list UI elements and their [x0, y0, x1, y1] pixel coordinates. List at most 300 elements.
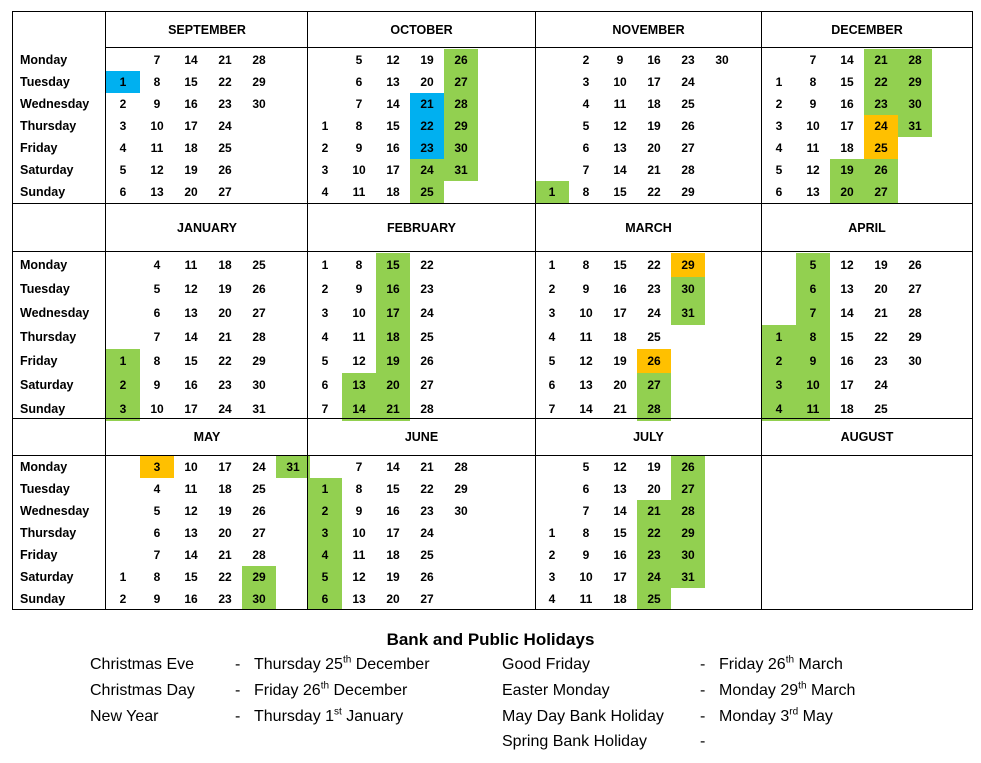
date-cell: 5 — [582, 460, 590, 474]
date-cell: 18 — [613, 330, 627, 344]
grid-line — [12, 11, 973, 12]
date-cell: 2 — [308, 500, 342, 522]
date-cell: 9 — [355, 141, 363, 155]
date-cell: 1 — [775, 75, 783, 89]
date-cell: 17 — [184, 119, 198, 133]
date-cell: 30 — [898, 93, 932, 115]
date-cell: 6 — [153, 306, 161, 320]
date-cell: 23 — [410, 137, 444, 159]
date-cell: 3 — [321, 306, 329, 320]
date-cell: 11 — [352, 548, 366, 562]
date-cell: 15 — [613, 258, 627, 272]
date-cell: 21 — [376, 397, 410, 421]
date-cell: 16 — [184, 592, 198, 606]
day-label: Friday — [20, 141, 58, 155]
date-cell: 10 — [613, 75, 627, 89]
holiday-dash: - — [235, 656, 241, 673]
day-label: Sunday — [20, 592, 66, 606]
month-header: AUGUST — [840, 430, 894, 444]
date-cell: 20 — [376, 373, 410, 397]
holiday-name: Good Friday — [502, 656, 591, 673]
date-cell: 10 — [352, 306, 366, 320]
date-cell: 8 — [582, 185, 590, 199]
date-cell: 1 — [321, 258, 329, 272]
date-cell: 2 — [321, 282, 329, 296]
date-cell: 4 — [308, 544, 342, 566]
date-cell: 14 — [386, 97, 400, 111]
date-cell: 25 — [252, 482, 266, 496]
date-cell: 2 — [775, 97, 783, 111]
date-cell: 9 — [616, 53, 624, 67]
day-label: Friday — [20, 354, 58, 368]
day-label: Thursday — [20, 119, 77, 133]
day-label: Monday — [20, 258, 68, 272]
date-cell: 25 — [252, 258, 266, 272]
date-cell: 2 — [548, 282, 556, 296]
date-cell: 5 — [775, 163, 783, 177]
month-header: MAY — [193, 430, 221, 444]
date-cell: 4 — [119, 141, 127, 155]
month-header: JUNE — [404, 430, 439, 444]
date-cell: 11 — [579, 330, 593, 344]
date-cell: 8 — [153, 354, 161, 368]
date-cell: 4 — [548, 330, 556, 344]
date-cell: 10 — [150, 402, 164, 416]
date-cell: 13 — [184, 526, 198, 540]
date-cell: 17 — [386, 526, 400, 540]
date-cell: 4 — [153, 482, 161, 496]
date-cell: 11 — [184, 482, 198, 496]
date-cell: 6 — [582, 482, 590, 496]
date-cell: 1 — [321, 119, 329, 133]
date-cell: 20 — [830, 181, 864, 203]
holiday-date: Friday 26th December — [254, 680, 408, 699]
date-cell: 15 — [376, 253, 410, 277]
date-cell: 15 — [184, 354, 198, 368]
date-cell: 24 — [218, 402, 232, 416]
grid-line — [761, 11, 762, 610]
date-cell: 25 — [874, 402, 888, 416]
month-header: FEBRUARY — [387, 220, 456, 235]
date-cell: 11 — [150, 141, 164, 155]
date-cell: 3 — [119, 119, 127, 133]
date-cell: 24 — [874, 378, 888, 392]
date-cell: 14 — [840, 306, 854, 320]
date-cell: 13 — [150, 185, 164, 199]
date-cell: 10 — [184, 460, 198, 474]
date-cell: 3 — [582, 75, 590, 89]
date-cell: 4 — [582, 97, 590, 111]
grid-line — [972, 11, 973, 610]
date-cell: 19 — [874, 258, 888, 272]
date-cell: 15 — [840, 330, 854, 344]
date-cell: 11 — [806, 141, 820, 155]
date-cell: 6 — [119, 185, 127, 199]
date-cell: 28 — [681, 163, 695, 177]
date-cell: 22 — [647, 185, 661, 199]
month-header: DECEMBER — [831, 23, 903, 37]
date-cell: 19 — [647, 460, 661, 474]
date-cell: 6 — [308, 588, 342, 610]
date-cell: 20 — [647, 141, 661, 155]
grid-line — [12, 203, 973, 204]
date-cell: 25 — [637, 588, 671, 610]
date-cell: 11 — [579, 592, 593, 606]
date-cell: 15 — [386, 482, 400, 496]
grid-line — [535, 11, 536, 610]
grid-line — [12, 251, 973, 252]
date-cell: 25 — [647, 330, 661, 344]
date-cell: 4 — [762, 397, 796, 421]
date-cell: 11 — [184, 258, 198, 272]
date-cell: 16 — [184, 378, 198, 392]
date-cell: 22 — [420, 258, 434, 272]
date-cell: 5 — [548, 354, 556, 368]
date-cell: 14 — [579, 402, 593, 416]
date-cell: 12 — [150, 163, 164, 177]
date-cell: 19 — [376, 349, 410, 373]
date-cell: 1 — [535, 181, 569, 203]
date-cell: 20 — [874, 282, 888, 296]
date-cell: 28 — [420, 402, 434, 416]
date-cell: 10 — [579, 570, 593, 584]
date-cell: 24 — [410, 159, 444, 181]
holiday-date: Thursday 25th December — [254, 654, 430, 673]
month-header: JULY — [633, 430, 664, 444]
day-label: Sunday — [20, 185, 66, 199]
date-cell: 23 — [874, 354, 888, 368]
date-cell: 15 — [840, 75, 854, 89]
date-cell: 2 — [321, 141, 329, 155]
date-cell: 29 — [242, 566, 276, 588]
date-cell: 15 — [613, 526, 627, 540]
date-cell: 4 — [153, 258, 161, 272]
date-cell: 12 — [613, 119, 627, 133]
date-cell: 21 — [410, 93, 444, 115]
date-cell: 12 — [386, 53, 400, 67]
date-cell: 18 — [184, 141, 198, 155]
month-header: APRIL — [848, 220, 886, 235]
date-cell: 20 — [218, 526, 232, 540]
day-label: Tuesday — [20, 75, 70, 89]
date-cell: 30 — [671, 277, 705, 301]
date-cell: 28 — [908, 306, 922, 320]
date-cell: 21 — [218, 53, 232, 67]
date-cell: 13 — [613, 482, 627, 496]
date-cell: 4 — [321, 330, 329, 344]
date-cell: 5 — [796, 253, 830, 277]
holiday-dash: - — [700, 656, 706, 673]
month-header: MARCH — [625, 220, 672, 235]
date-cell: 31 — [898, 115, 932, 137]
date-cell: 29 — [252, 354, 266, 368]
date-cell: 17 — [386, 163, 400, 177]
date-cell: 28 — [454, 460, 468, 474]
date-cell: 15 — [184, 75, 198, 89]
date-cell: 18 — [613, 592, 627, 606]
date-cell: 21 — [647, 163, 661, 177]
date-cell: 19 — [218, 282, 232, 296]
date-cell: 14 — [613, 504, 627, 518]
date-cell: 26 — [252, 504, 266, 518]
date-cell: 22 — [874, 330, 888, 344]
date-cell: 13 — [840, 282, 854, 296]
date-cell: 14 — [840, 53, 854, 67]
date-cell: 9 — [355, 504, 363, 518]
holiday-dash: - — [700, 733, 706, 750]
date-cell: 27 — [252, 306, 266, 320]
date-cell: 30 — [671, 544, 705, 566]
date-cell: 25 — [410, 181, 444, 203]
holiday-dash: - — [700, 682, 706, 699]
date-cell: 14 — [342, 397, 376, 421]
date-cell: 18 — [840, 402, 854, 416]
date-cell: 10 — [796, 373, 830, 397]
date-cell: 10 — [352, 163, 366, 177]
date-cell: 28 — [444, 93, 478, 115]
date-cell: 22 — [410, 115, 444, 137]
date-cell: 26 — [908, 258, 922, 272]
date-cell: 29 — [454, 482, 468, 496]
date-cell: 8 — [355, 258, 363, 272]
grid-line — [12, 418, 973, 419]
date-cell: 24 — [252, 460, 266, 474]
date-cell: 29 — [252, 75, 266, 89]
date-cell: 20 — [420, 75, 434, 89]
date-cell: 24 — [420, 306, 434, 320]
date-cell: 16 — [184, 97, 198, 111]
date-cell: 9 — [355, 282, 363, 296]
date-cell: 13 — [352, 592, 366, 606]
date-cell: 14 — [613, 163, 627, 177]
date-cell: 26 — [420, 570, 434, 584]
date-cell: 27 — [671, 478, 705, 500]
date-cell: 21 — [637, 500, 671, 522]
date-cell: 2 — [106, 373, 140, 397]
day-label: Wednesday — [20, 504, 90, 518]
date-cell: 17 — [840, 119, 854, 133]
date-cell: 17 — [376, 301, 410, 325]
date-cell: 24 — [218, 119, 232, 133]
date-cell: 16 — [613, 282, 627, 296]
date-cell: 3 — [106, 397, 140, 421]
date-cell: 3 — [140, 456, 174, 478]
date-cell: 24 — [681, 75, 695, 89]
date-cell: 3 — [775, 119, 783, 133]
date-cell: 26 — [681, 119, 695, 133]
date-cell: 14 — [184, 53, 198, 67]
date-cell: 5 — [582, 119, 590, 133]
date-cell: 20 — [184, 185, 198, 199]
day-label: Monday — [20, 460, 68, 474]
date-cell: 21 — [218, 330, 232, 344]
date-cell: 27 — [420, 592, 434, 606]
date-cell: 24 — [647, 306, 661, 320]
day-label: Sunday — [20, 402, 66, 416]
date-cell: 3 — [308, 522, 342, 544]
date-cell: 29 — [908, 330, 922, 344]
date-cell: 23 — [681, 53, 695, 67]
date-cell: 20 — [218, 306, 232, 320]
date-cell: 20 — [647, 482, 661, 496]
date-cell: 30 — [242, 588, 276, 610]
day-label: Tuesday — [20, 482, 70, 496]
date-cell: 3 — [321, 163, 329, 177]
date-cell: 7 — [582, 163, 590, 177]
date-cell: 30 — [908, 354, 922, 368]
date-cell: 8 — [153, 75, 161, 89]
date-cell: 8 — [355, 482, 363, 496]
holiday-dash: - — [700, 708, 706, 725]
grid-line — [105, 11, 106, 610]
date-cell: 1 — [106, 349, 140, 373]
date-cell: 30 — [715, 53, 729, 67]
date-cell: 20 — [613, 378, 627, 392]
date-cell: 1 — [548, 258, 556, 272]
grid-line — [12, 455, 973, 456]
grid-line — [307, 11, 308, 610]
date-cell: 14 — [386, 460, 400, 474]
date-cell: 15 — [613, 185, 627, 199]
date-cell: 31 — [444, 159, 478, 181]
date-cell: 13 — [613, 141, 627, 155]
date-cell: 10 — [150, 119, 164, 133]
date-cell: 7 — [809, 53, 817, 67]
date-cell: 19 — [647, 119, 661, 133]
date-cell: 12 — [579, 354, 593, 368]
date-cell: 26 — [637, 349, 671, 373]
date-cell: 5 — [321, 354, 329, 368]
date-cell: 16 — [386, 504, 400, 518]
date-cell: 19 — [184, 163, 198, 177]
date-cell: 26 — [864, 159, 898, 181]
date-cell: 6 — [321, 378, 329, 392]
date-cell: 25 — [218, 141, 232, 155]
date-cell: 22 — [218, 354, 232, 368]
date-cell: 28 — [637, 397, 671, 421]
date-cell: 6 — [548, 378, 556, 392]
date-cell: 22 — [218, 75, 232, 89]
date-cell: 7 — [355, 97, 363, 111]
date-cell: 28 — [252, 548, 266, 562]
day-label: Wednesday — [20, 97, 90, 111]
date-cell: 7 — [321, 402, 329, 416]
date-cell: 13 — [806, 185, 820, 199]
date-cell: 18 — [218, 258, 232, 272]
date-cell: 7 — [153, 53, 161, 67]
holiday-name: Easter Monday — [502, 682, 610, 699]
date-cell: 21 — [864, 49, 898, 71]
date-cell: 5 — [355, 53, 363, 67]
date-cell: 7 — [582, 504, 590, 518]
day-label: Saturday — [20, 163, 74, 177]
date-cell: 6 — [582, 141, 590, 155]
date-cell: 26 — [671, 456, 705, 478]
date-cell: 23 — [637, 544, 671, 566]
date-cell: 27 — [637, 373, 671, 397]
date-cell: 2 — [119, 97, 127, 111]
month-header: OCTOBER — [390, 23, 453, 37]
date-cell: 6 — [153, 526, 161, 540]
date-cell: 5 — [308, 566, 342, 588]
date-cell: 13 — [386, 75, 400, 89]
date-cell: 29 — [444, 115, 478, 137]
grid-line — [106, 47, 973, 48]
date-cell: 25 — [420, 330, 434, 344]
date-cell: 8 — [355, 119, 363, 133]
date-cell: 16 — [840, 97, 854, 111]
date-cell: 26 — [444, 49, 478, 71]
date-cell: 28 — [671, 500, 705, 522]
month-header: NOVEMBER — [612, 23, 685, 37]
date-cell: 23 — [218, 97, 232, 111]
holiday-name: Christmas Day — [90, 682, 195, 699]
date-cell: 26 — [420, 354, 434, 368]
date-cell: 11 — [352, 185, 366, 199]
date-cell: 19 — [218, 504, 232, 518]
day-label: Saturday — [20, 378, 74, 392]
date-cell: 18 — [840, 141, 854, 155]
date-cell: 21 — [218, 548, 232, 562]
date-cell: 19 — [386, 570, 400, 584]
date-cell: 1 — [308, 478, 342, 500]
date-cell: 9 — [153, 378, 161, 392]
date-cell: 17 — [647, 75, 661, 89]
date-cell: 31 — [276, 456, 310, 478]
month-header: SEPTEMBER — [168, 23, 246, 37]
date-cell: 11 — [352, 330, 366, 344]
date-cell: 24 — [637, 566, 671, 588]
date-cell: 23 — [647, 282, 661, 296]
day-label: Tuesday — [20, 282, 70, 296]
date-cell: 29 — [898, 71, 932, 93]
date-cell: 27 — [444, 71, 478, 93]
date-cell: 16 — [613, 548, 627, 562]
grid-line — [12, 609, 973, 610]
day-label: Wednesday — [20, 306, 90, 320]
date-cell: 17 — [613, 306, 627, 320]
holiday-date: Monday 3rd May — [719, 706, 833, 725]
date-cell: 8 — [582, 526, 590, 540]
date-cell: 11 — [796, 397, 830, 421]
date-cell: 19 — [613, 354, 627, 368]
date-cell: 14 — [184, 330, 198, 344]
date-cell: 7 — [153, 330, 161, 344]
date-cell: 12 — [184, 504, 198, 518]
date-cell: 27 — [420, 378, 434, 392]
date-cell: 12 — [184, 282, 198, 296]
date-cell: 16 — [386, 141, 400, 155]
date-cell: 2 — [762, 349, 796, 373]
date-cell: 13 — [342, 373, 376, 397]
date-cell: 21 — [613, 402, 627, 416]
date-cell: 18 — [376, 325, 410, 349]
date-cell: 17 — [840, 378, 854, 392]
month-header: JANUARY — [177, 220, 237, 235]
date-cell: 30 — [454, 504, 468, 518]
date-cell: 31 — [252, 402, 266, 416]
date-cell: 29 — [671, 522, 705, 544]
day-label: Saturday — [20, 570, 74, 584]
holiday-date: Friday 26th March — [719, 654, 843, 673]
date-cell: 21 — [420, 460, 434, 474]
date-cell: 1 — [106, 71, 140, 93]
date-cell: 30 — [252, 378, 266, 392]
date-cell: 11 — [613, 97, 627, 111]
date-cell: 8 — [582, 258, 590, 272]
date-cell: 12 — [613, 460, 627, 474]
date-cell: 29 — [681, 185, 695, 199]
